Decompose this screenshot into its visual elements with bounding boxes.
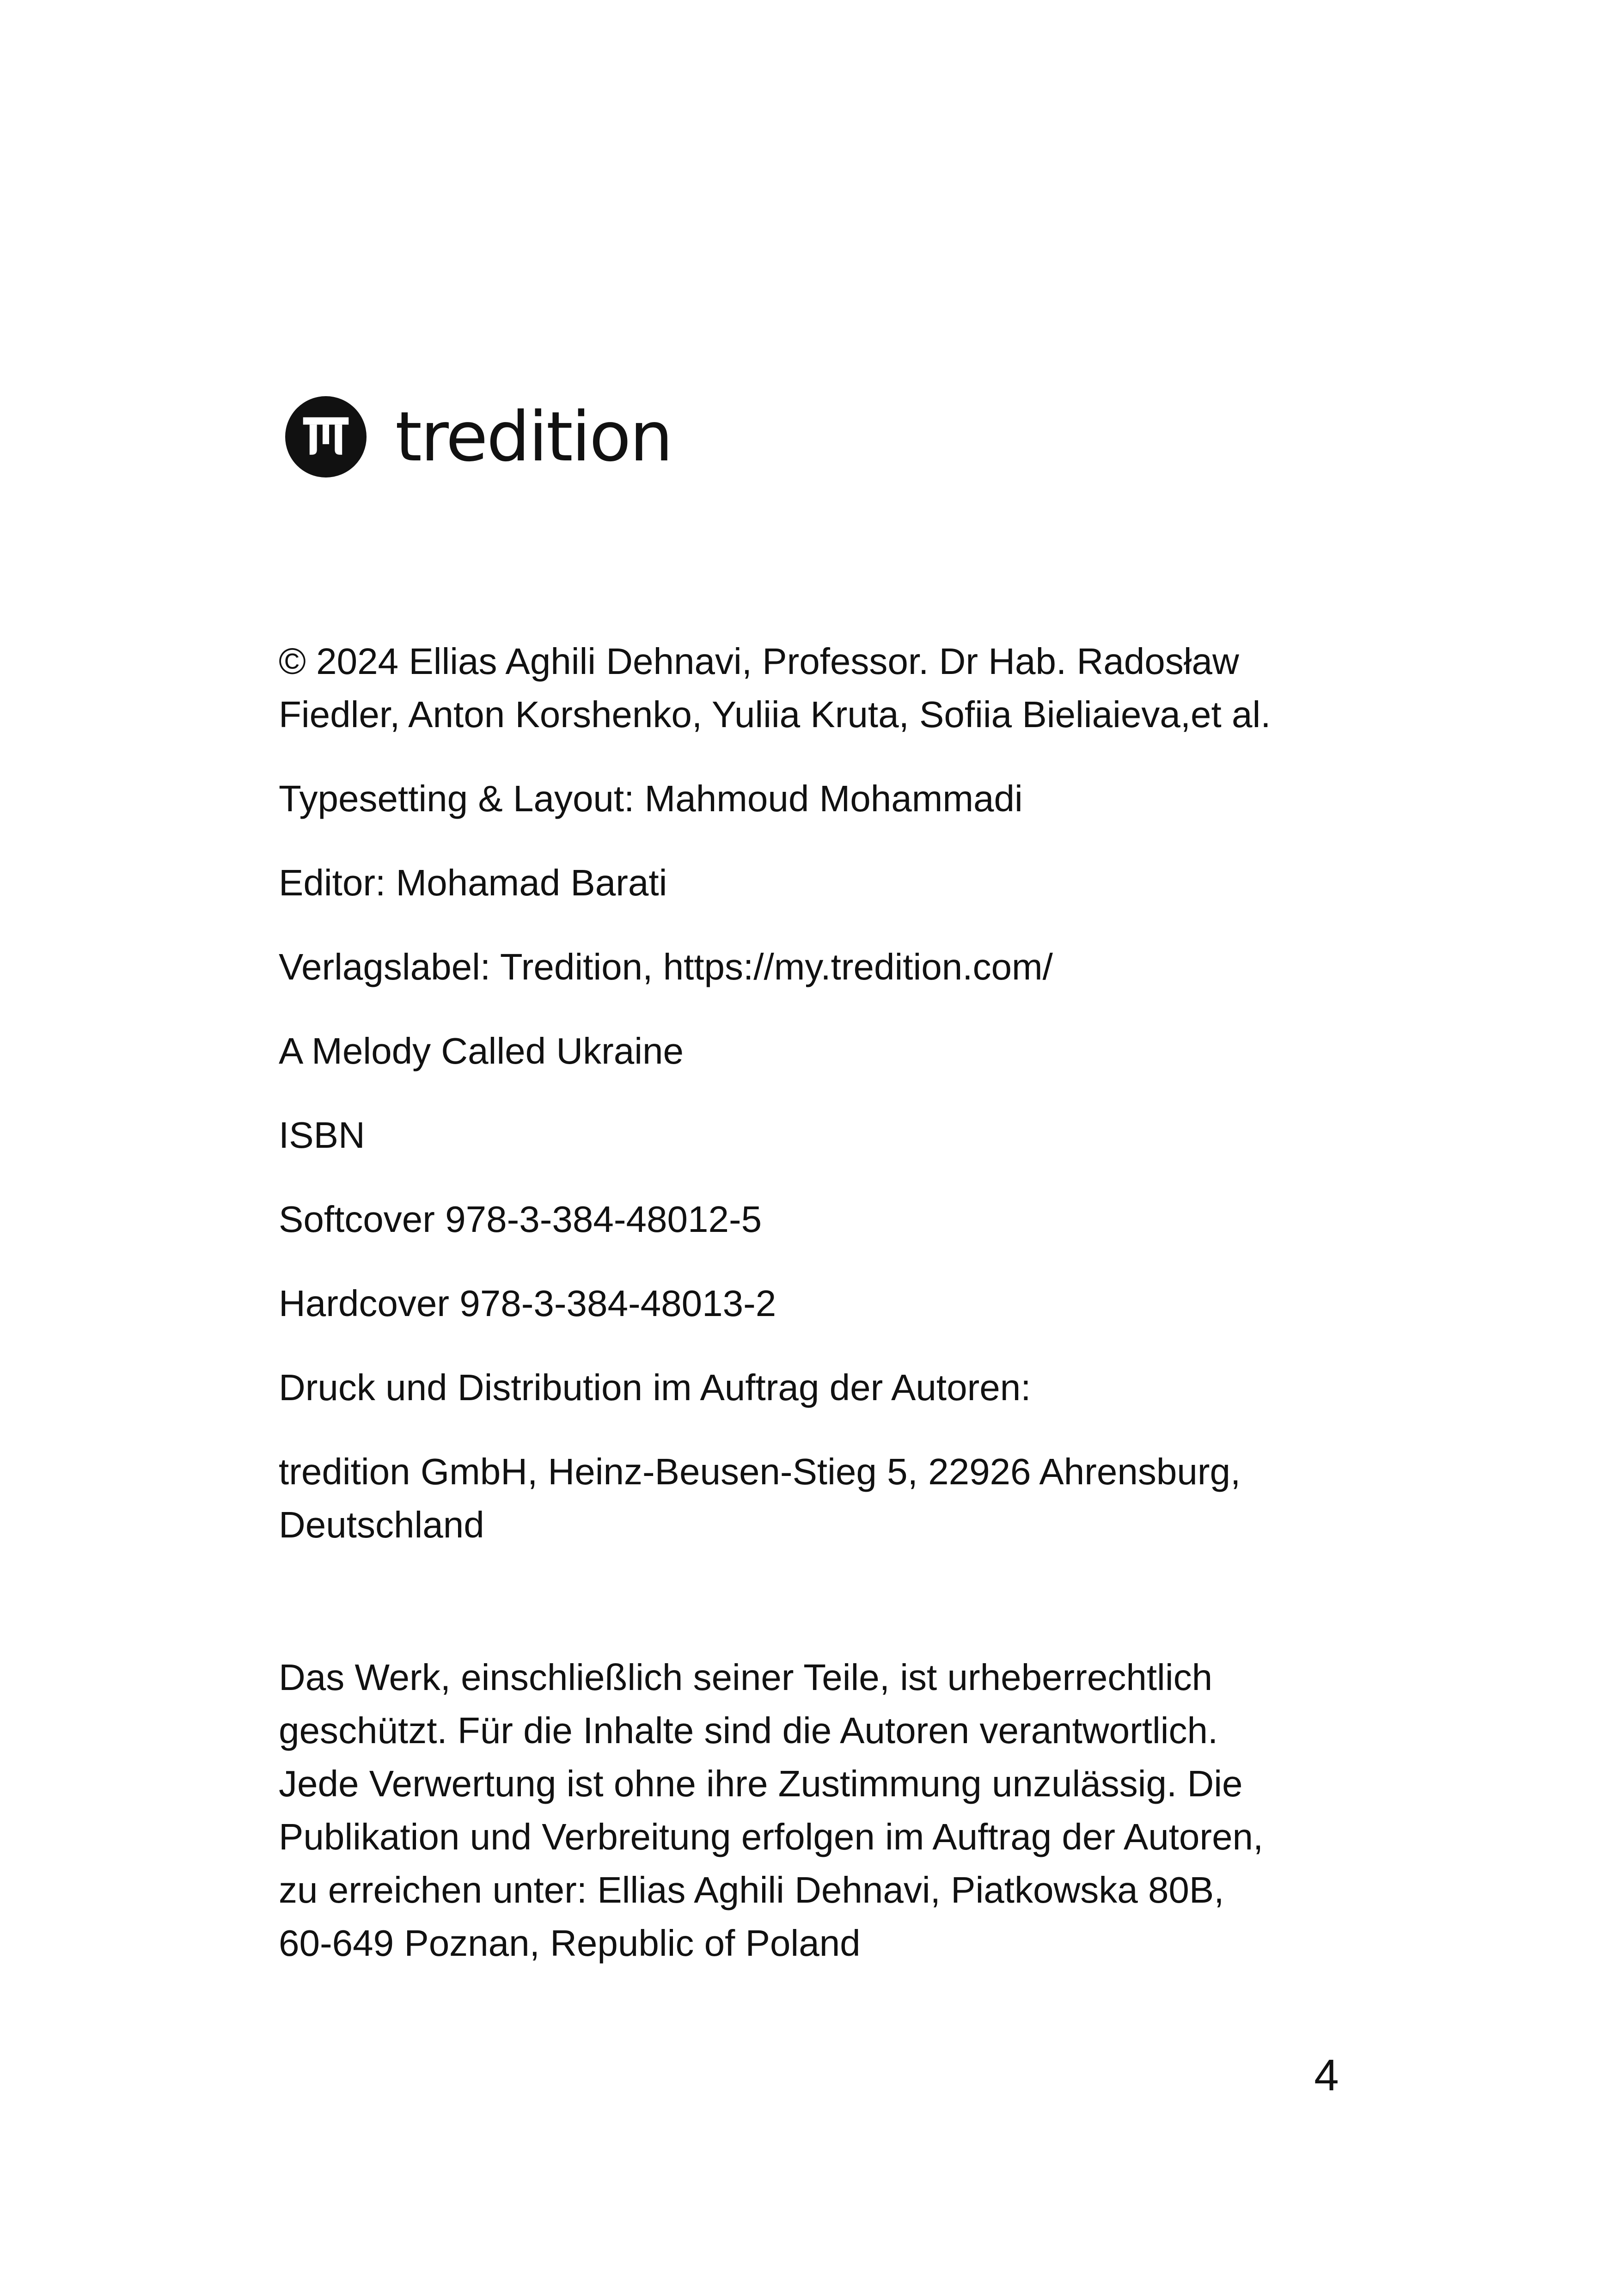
legal-notice-line: Publikation und Verbreitung erfolgen im Auftrag der Autoren,: [279, 1816, 1264, 1857]
publisher-logo: [285, 393, 672, 481]
isbn-softcover: Softcover 978-3-384-48012-5: [279, 1199, 762, 1240]
book-title: A Melody Called Ukraine: [279, 1030, 684, 1071]
distribution-heading: Druck und Distribution im Auftrag der Autoren:: [279, 1367, 1031, 1408]
copyright-line: © 2024 Ellias Aghili Dehnavi, Professor. Dr Hab. Radosław: [279, 641, 1239, 682]
page-number: 4: [1314, 2051, 1339, 2100]
legal-notice-line: Jede Verwertung ist ohne ihre Zustimmung unzulässig. Die: [279, 1763, 1243, 1804]
distributor-address: [279, 1445, 1356, 1551]
legal-notice: [279, 1651, 1356, 1970]
legal-notice-line: zu erreichen unter: Ellias Aghili Dehnavi, Piatkowska 80B,: [279, 1869, 1224, 1910]
publisher-wordmark: tredition: [395, 397, 672, 477]
isbn-hardcover: Hardcover 978-3-384-48013-2: [279, 1283, 776, 1324]
tredition-logo-icon: [285, 396, 367, 478]
copyright-notice: [279, 635, 1356, 741]
legal-notice-line: 60-649 Poznan, Republic of Poland: [279, 1923, 861, 1964]
editor-credit: Editor: Mohamad Barati: [279, 862, 667, 903]
legal-notice-line: Das Werk, einschließlich seiner Teile, ist urheberrechtlich: [279, 1657, 1213, 1698]
publisher-label: Verlagslabel: Tredition, https://my.tredition.com/: [279, 946, 1053, 987]
copyright-line: Fiedler, Anton Korshenko, Yuliia Kruta, Sofiia Bieliaieva,et al.: [279, 694, 1271, 735]
imprint-text: [279, 635, 1356, 2001]
isbn-heading: ISBN: [279, 1114, 365, 1156]
typesetting-credit: Typesetting & Layout: Mahmoud Mohammadi: [279, 778, 1023, 819]
legal-notice-line: geschützt. Für die Inhalte sind die Autoren verantwortlich.: [279, 1710, 1218, 1751]
distributor-line: Deutschland: [279, 1504, 484, 1545]
distributor-line: tredition GmbH, Heinz-Beusen-Stieg 5, 22926 Ahrensburg,: [279, 1451, 1241, 1492]
